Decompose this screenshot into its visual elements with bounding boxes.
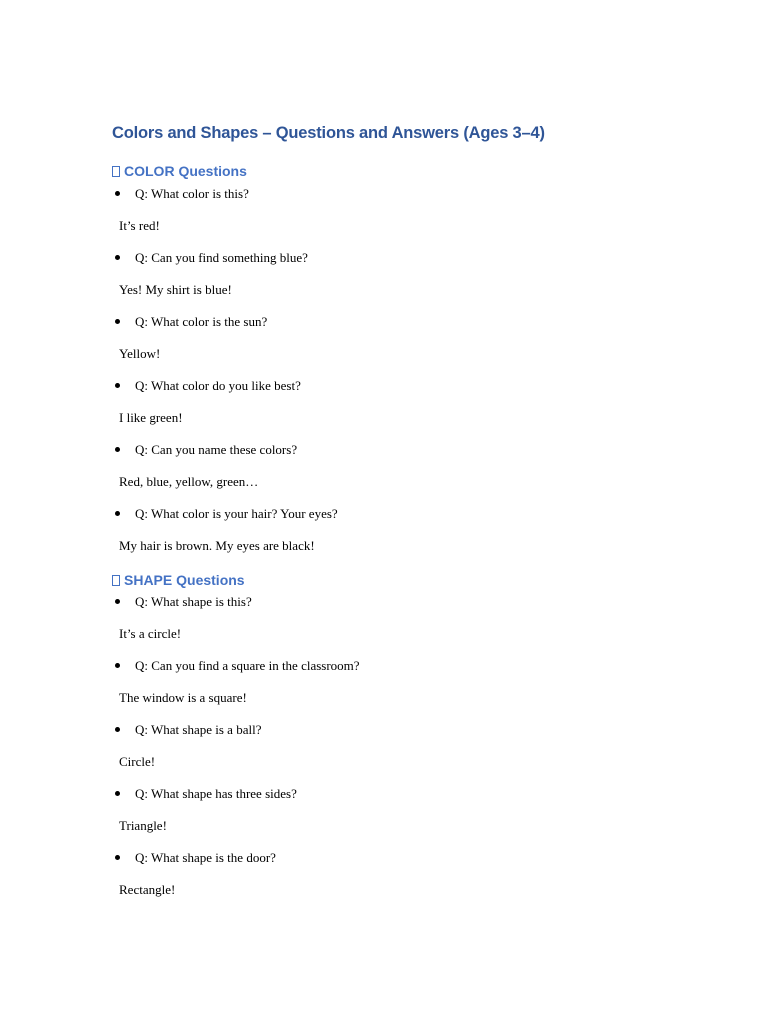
- answer-text: Yellow!: [119, 346, 161, 361]
- answer-text: Circle!: [119, 754, 156, 769]
- bullet-icon: [115, 791, 120, 796]
- answer-text: The window is a square!: [119, 690, 247, 705]
- answer-text: My hair is brown. My eyes are black!: [119, 538, 315, 553]
- answer-text: It’s red!: [119, 218, 160, 233]
- answer-text: Yes! My shirt is blue!: [119, 282, 232, 297]
- question-text: Q: What color do you like best?: [135, 378, 301, 393]
- question-text: Q: Can you name these colors?: [135, 442, 298, 457]
- bullet-icon: [115, 383, 120, 388]
- bullet-icon: [115, 191, 120, 196]
- bullet-icon: [115, 855, 120, 860]
- question-text: Q: What shape is this?: [135, 594, 252, 609]
- missing-glyph-icon: [112, 166, 120, 177]
- question-text: Q: What shape has three sides?: [135, 786, 297, 801]
- section-heading-color: [112, 163, 247, 179]
- bullet-icon: [115, 447, 120, 452]
- section-heading-label: SHAPE Questions: [124, 572, 245, 588]
- bullet-icon: [115, 599, 120, 604]
- bullet-icon: [115, 511, 120, 516]
- question-text: Q: What color is the sun?: [135, 314, 268, 329]
- question-text: Q: What shape is a ball?: [135, 722, 262, 737]
- bullet-icon: [115, 727, 120, 732]
- question-text: Q: Can you find something blue?: [135, 250, 308, 265]
- document-title: Colors and Shapes – Questions and Answers (Ages 3–4): [112, 124, 545, 142]
- bullet-icon: [115, 663, 120, 668]
- answer-text: It’s a circle!: [119, 626, 182, 641]
- bullet-icon: [115, 255, 120, 260]
- question-text: Q: Can you find a square in the classroom?: [135, 658, 360, 673]
- section-heading-shape: [112, 572, 245, 588]
- answer-text: Red, blue, yellow, green…: [119, 474, 259, 489]
- question-text: Q: What color is your hair? Your eyes?: [135, 506, 338, 521]
- bullet-icon: [115, 319, 120, 324]
- answer-text: Triangle!: [119, 818, 167, 833]
- question-text: Q: What shape is the door?: [135, 850, 276, 865]
- answer-text: I like green!: [119, 410, 183, 425]
- question-text: Q: What color is this?: [135, 186, 249, 201]
- missing-glyph-icon: [112, 575, 120, 586]
- section-heading-label: COLOR Questions: [124, 163, 247, 179]
- answer-text: Rectangle!: [119, 882, 176, 897]
